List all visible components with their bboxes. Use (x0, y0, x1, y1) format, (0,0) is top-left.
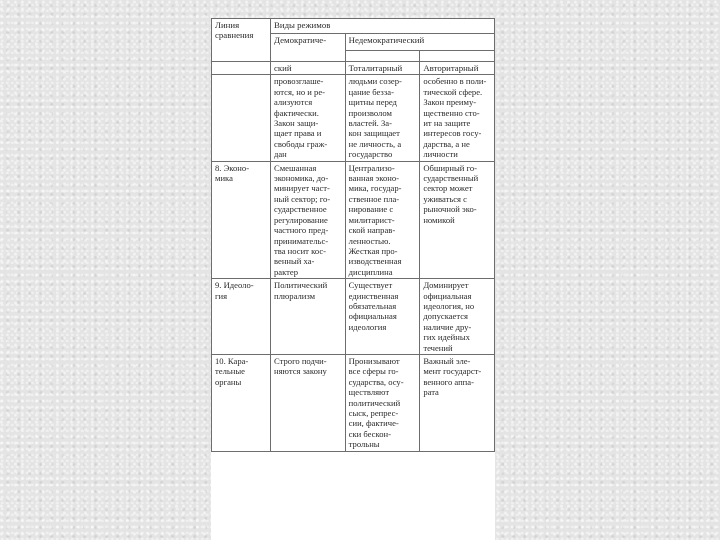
cell-text-line: Централизо- (348, 162, 395, 173)
header-democratic-label: Демократиче- (274, 35, 327, 45)
cell-text-line: сударственное (274, 204, 327, 215)
cell-text-line: кон защищает (348, 128, 400, 139)
header-totalitarian-cell (345, 62, 420, 75)
cell-text-line: Закон преиму- (423, 97, 477, 108)
criterion-cell (212, 161, 271, 278)
cell-text-line: наличие дру- (423, 321, 472, 332)
regimes-table (211, 18, 495, 452)
cell-text-line: рактер (274, 266, 299, 277)
cell-text-line: венный ха- (274, 256, 315, 267)
cell-text-line: гих идейных (423, 332, 470, 343)
cell-text-line: ются, но и ре- (274, 86, 325, 97)
cell-text-line: дисциплина (348, 266, 393, 277)
cell-text-line: ски бескон- (348, 428, 391, 439)
cell-text-line: венного аппа- (423, 376, 474, 387)
cell-text-line: идеология (348, 321, 387, 332)
cell-text-line: щитны перед (348, 97, 397, 108)
header-criteria-line: сравнения (215, 30, 254, 41)
cell-text-line: сыск, репрес- (348, 408, 399, 418)
democratic-cell (271, 161, 346, 278)
cell-text-line: 10. Кара- (215, 355, 249, 366)
cell-text-line: рата (423, 387, 439, 398)
cell-text-line: личности (423, 149, 458, 160)
cell-text-line: обязательная (348, 300, 397, 311)
header-authoritarian-label: Авторитарный (423, 63, 479, 73)
cell-text-line: произволом (348, 107, 392, 118)
cell-text-line: нирование с (348, 204, 394, 215)
cell-text-line: органы (215, 376, 242, 387)
cell-text-line: Смешанная (274, 162, 317, 173)
cell-text-line: изводственная (348, 256, 402, 267)
authoritarian-cell (420, 161, 495, 278)
header-row-1 (212, 19, 495, 34)
header-types-cell (271, 19, 495, 34)
header-non-democratic-cell (345, 34, 494, 51)
header-row-4 (212, 62, 495, 75)
table-row (212, 279, 495, 355)
cell-text-line: сударственный (423, 173, 479, 184)
cell-text-line: официальная (423, 290, 472, 301)
cell-text-line: Строго подчи- (274, 355, 327, 366)
cell-text-line: дарства, а не (423, 138, 470, 149)
cell-text-line: тической сфере. (423, 86, 483, 97)
header-empty-cell (212, 62, 271, 75)
header-empty-cell (420, 51, 495, 62)
cell-text-line: Пронизывают (348, 355, 400, 366)
cell-text-line: няются закону (274, 366, 327, 377)
cell-text-line: регулирование (274, 214, 328, 225)
democratic-cell (271, 354, 346, 451)
cell-text-line: все сферы го- (348, 366, 399, 377)
cell-text-line: 9. Идеоло- (215, 280, 254, 291)
totalitarian-cell (345, 354, 420, 451)
totalitarian-cell (345, 75, 420, 161)
authoritarian-cell (420, 75, 495, 161)
cell-text-line: официальная (348, 311, 397, 322)
cell-text-line: ный сектор; го- (274, 193, 331, 204)
cell-text-line: трольны (348, 439, 380, 450)
cell-text-line: людьми созер- (348, 76, 402, 87)
cell-text-line: Закон защи- (274, 118, 319, 129)
cell-text-line: Обширный го- (423, 162, 477, 173)
cell-text-line: течений (423, 342, 453, 353)
criterion-cell (212, 75, 271, 161)
totalitarian-cell (345, 279, 420, 355)
cell-text-line: особенно в поли- (423, 76, 487, 87)
cell-text-line: ществляют (348, 387, 390, 398)
cell-text-line: политический (348, 397, 401, 408)
cell-text-line: милитарист- (348, 214, 395, 225)
cell-text-line: гия (215, 290, 228, 301)
criterion-cell (212, 279, 271, 355)
cell-text-line: интересов госу- (423, 128, 482, 139)
header-democratic-cont: ский (274, 63, 292, 73)
cell-text-line: ит на защите (423, 118, 471, 129)
cell-text-line: государство (348, 149, 393, 160)
cell-text-line: Существует (348, 280, 393, 291)
cell-text-line: ской направ- (348, 225, 396, 236)
cell-text-line: 8. Эконо- (215, 162, 250, 173)
header-democratic-cell (271, 34, 346, 62)
header-democratic-cont-cell (271, 62, 346, 75)
cell-text-line: допускается (423, 311, 468, 322)
cell-text-line: идеология, но (423, 300, 475, 311)
header-non-democratic-label: Недемократический (348, 35, 425, 45)
header-types-title: Виды режимов (274, 20, 331, 30)
cell-text-line: провозглаше- (274, 76, 324, 87)
cell-text-line: мент государст- (423, 366, 482, 377)
cell-text-line: уживаться с (423, 193, 467, 204)
cell-text-line: цание безза- (348, 86, 394, 97)
democratic-cell (271, 279, 346, 355)
cell-text-line: единственная (348, 290, 399, 301)
document-page (211, 18, 495, 540)
cell-text-line: тва носит кос- (274, 245, 327, 256)
totalitarian-cell (345, 161, 420, 278)
cell-text-line: Политический (274, 280, 328, 291)
cell-text-line: тельные (215, 366, 245, 377)
cell-text-line: ственное пла- (348, 193, 400, 204)
cell-text-line: Доминирует (423, 280, 469, 291)
authoritarian-cell (420, 354, 495, 451)
criterion-cell (212, 354, 271, 451)
header-authoritarian-cell (420, 62, 495, 75)
header-totalitarian-label: Тоталитарный (348, 63, 403, 73)
cell-text-line: экономика, до- (274, 173, 329, 184)
cell-text-line: рыночной эко- (423, 204, 477, 215)
cell-text-line: властей. За- (348, 118, 392, 129)
cell-text-line: сударства, осу- (348, 376, 404, 387)
cell-text-line: дан (274, 149, 287, 160)
cell-text-line: принимательс- (274, 235, 329, 246)
cell-text-line: сии, фактиче- (348, 418, 399, 429)
cell-text-line: свободы граж- (274, 138, 328, 149)
cell-text-line: фактически. (274, 107, 319, 118)
cell-text-line: частного пред- (274, 225, 329, 236)
cell-text-line: ванная эконо- (348, 173, 400, 184)
table-row (212, 75, 495, 161)
header-criteria-cell (212, 19, 271, 62)
cell-text-line: сектор может (423, 183, 473, 194)
democratic-cell (271, 75, 346, 161)
cell-text-line: Жесткая про- (348, 245, 398, 256)
cell-text-line: ленностью. (348, 235, 391, 246)
authoritarian-cell (420, 279, 495, 355)
cell-text-line: щественно сто- (423, 107, 480, 118)
cell-text-line: мика, государ- (348, 183, 402, 194)
cell-text-line: плюрализм (274, 290, 316, 301)
cell-text-line: номикой (423, 214, 455, 225)
cell-text-line: Важный эле- (423, 355, 471, 366)
cell-text-line: минирует част- (274, 183, 330, 194)
cell-text-line: щает права и (274, 128, 322, 139)
table-row (212, 354, 495, 451)
cell-text-line: не личность, а (348, 138, 402, 149)
table-row (212, 161, 495, 278)
header-empty-cell (345, 51, 420, 62)
cell-text-line: мика (215, 173, 233, 184)
cell-text-line: ализуются (274, 97, 313, 108)
header-criteria-line: Линия (215, 20, 240, 30)
